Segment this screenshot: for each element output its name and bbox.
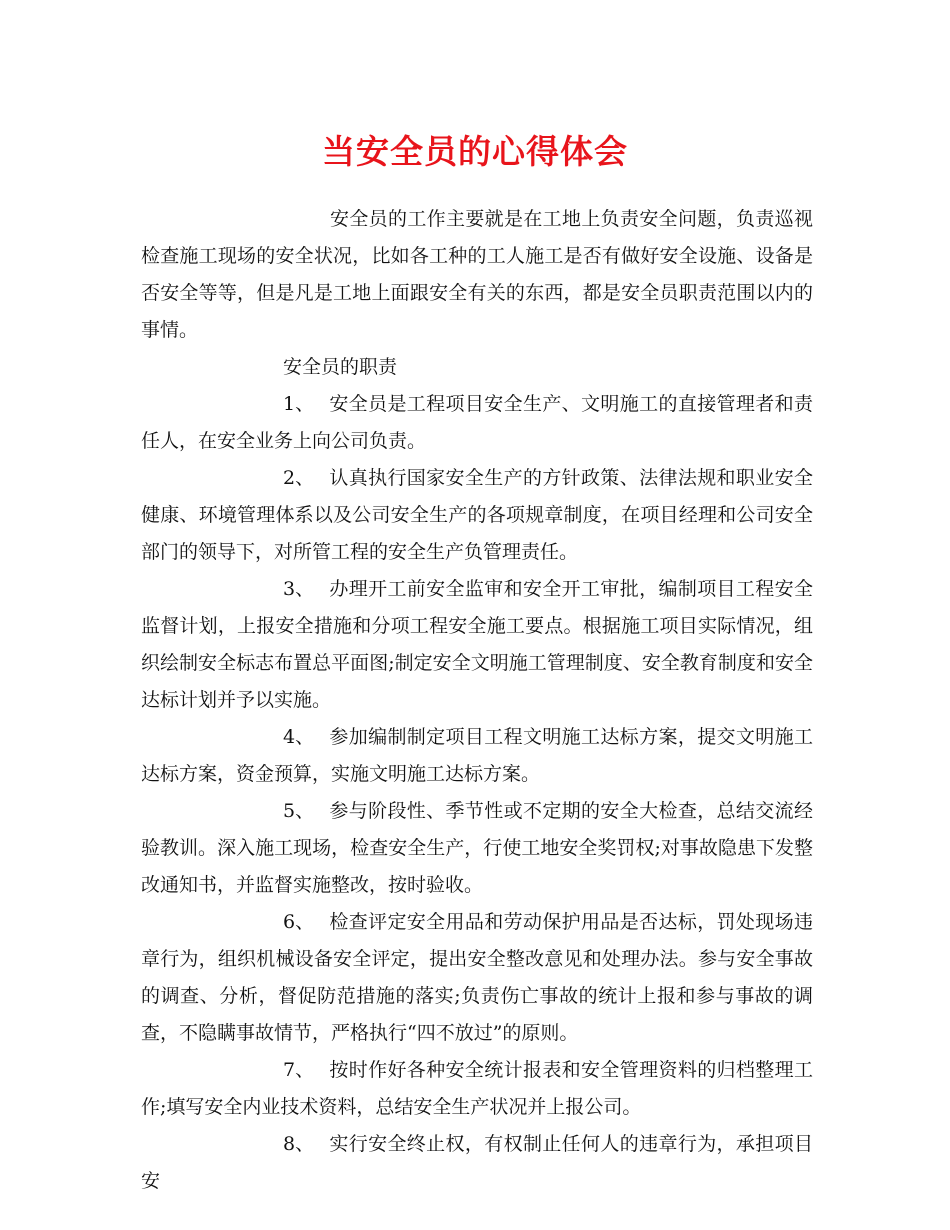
item-number: 5、 xyxy=(283,800,315,822)
item-number: 2、 xyxy=(283,467,315,489)
list-item xyxy=(141,1052,813,1126)
item-number: 1、 xyxy=(283,393,315,415)
list-item xyxy=(141,904,813,1052)
item-number: 3、 xyxy=(283,578,315,600)
item-number: 8、 xyxy=(283,1133,315,1155)
list-item xyxy=(141,719,813,793)
item-text: 检查评定安全用品和劳动保护用品是否达标，罚处现场违章行为，组织机械设备安全评定，提出安全整改意见和处理办法。参与安全事故的调查、分析，督促防范措施的落实;负责伤亡事故的统计上报和参与事故的调查，不隐瞒事故情节，严格执行“四不放过”的原则。 xyxy=(141,911,813,1044)
item-text: 办理开工前安全监审和安全开工审批，编制项目工程安全监督计划，上报安全措施和分项工程安全施工要点。根据施工项目实际情况，组织绘制安全标志布置总平面图;制定安全文明施工管理制度、安全教育制度和安全达标计划并予以实施。 xyxy=(141,578,813,711)
section-heading: 安全员的职责 xyxy=(283,356,398,378)
item-text: 安全员是工程项目安全生产、文明施工的直接管理者和责任人，在安全业务上向公司负责。 xyxy=(141,393,813,452)
list-item xyxy=(141,386,813,460)
list-item xyxy=(141,1126,813,1200)
item-text: 实行安全终止权，有权制止任何人的违章行为，承担项目安 xyxy=(141,1133,813,1192)
item-number: 4、 xyxy=(283,726,315,748)
item-text: 按时作好各种安全统计报表和安全管理资料的归档整理工作;填写安全内业技术资料，总结安全生产状况并上报公司。 xyxy=(141,1059,813,1118)
item-number: 6、 xyxy=(283,911,315,933)
item-text: 认真执行国家安全生产的方针政策、法律法规和职业安全健康、环境管理体系以及公司安全生产的各项规章制度，在项目经理和公司安全部门的领导下，对所管工程的安全生产负管理责任。 xyxy=(141,467,813,563)
item-text: 参与阶段性、季节性或不定期的安全大检查，总结交流经验教训。深入施工现场，检查安全生产，行使工地安全奖罚权;对事故隐患下发整改通知书，并监督实施整改，按时验收。 xyxy=(141,800,813,896)
item-number: 7、 xyxy=(283,1059,315,1081)
list-item xyxy=(141,460,813,571)
document-body xyxy=(141,201,813,1200)
item-text: 参加编制制定项目工程文明施工达标方案，提交文明施工达标方案，资金预算，实施文明施工达标方案。 xyxy=(141,726,813,785)
list-item xyxy=(141,793,813,904)
intro-paragraph: 安全员的工作主要就是在工地上负责安全问题，负责巡视检查施工现场的安全状况，比如各工种的工人施工是否有做好安全设施、设备是否安全等等，但是凡是工地上面跟安全有关的东西，都是安全员职责范围以内的事情。 xyxy=(141,208,813,341)
list-item xyxy=(141,571,813,719)
document-title: 当安全员的心得体会 xyxy=(322,132,628,171)
